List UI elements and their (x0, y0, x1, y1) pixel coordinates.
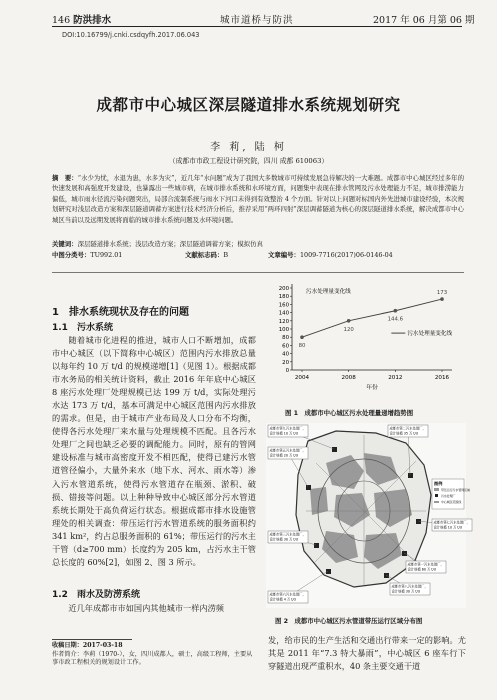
callout-label: 设计规模 20 万 t/d (269, 453, 298, 458)
document-code (185, 250, 228, 259)
y-tick-label: 80 (282, 335, 289, 342)
author-bio: 作者简介：李莉（1970-），女，四川成都人，硕士，高级工程师，主要从事市政工程相关的规划设计工作。 (52, 650, 253, 667)
treatment-plant-icon (332, 447, 337, 452)
legend-swatch-plant (435, 494, 438, 497)
legend-title: 图例 (434, 481, 443, 486)
figure-1-caption: 图 1 成都市中心城区污水处理量递增趋势图 (285, 409, 414, 417)
clc-number (52, 250, 122, 259)
figure-1-chart (268, 280, 464, 398)
x-tick-label: 2016 (434, 375, 450, 381)
callout-label: 成都市第三污水处理厂， (269, 532, 306, 537)
callout-label: 设计规模 4 万 t/d (269, 597, 296, 602)
callout-label: 成都市第八污水处理厂， (391, 584, 428, 589)
figure-2-caption: 图 2 成都市中心城区污水管道带压运行区域分布图 (275, 617, 423, 625)
paragraph-rain: 近几年成都市市如国内其他城市一样内涝频 (68, 603, 224, 613)
abstract-text: “水少为忧，水退为患，水多为灾”，近几年“水问题”成为了我国大多数城市可持续发展急待解决的一大难题。成都市中心城区经过多年的快速发展和高强度开发建设，也暴露出一些城市病，在城市排水系统和水环境方面，问题集中表现在排水管网及污水处理能力不足，城市排涝能力偏低，城市雨水径流污染问题突出，局部合流制系统与雨水下河口未得到有效整治 4 个方面。针对以上问题对标国内外先进城市建设经验，本次规划研究对浅层改造方案和深层隧道调蓄方案进行技术经济分析后，推荐采用“两环四射”深层调蓄隧道为核心的深层隧道排水系统，解决成都市中心城区当前以及远期发展将面临的城市排水系统问题及水环境问题。 (52, 174, 464, 224)
y-tick-label: 120 (278, 318, 289, 325)
legend-swatch-pressurized (434, 488, 439, 491)
abstract (52, 173, 464, 225)
right-column-text: 发，给市民的生产生活和交通出行带来一定的影响。尤其是 2011 年“7.3 特大暴雨”，中心城区 6 座车行下穿隧道出现严重积水，40 条主要交通干道 (268, 635, 466, 672)
section-1-2-heading: 1.2 雨水及防涝系统 (52, 590, 140, 600)
y-tick-label: 160 (278, 302, 289, 309)
data-point (347, 319, 351, 323)
treatment-plant-icon (326, 569, 331, 574)
keywords-label: 关键词： (52, 240, 78, 248)
keywords-text: 深层隧道排水系统；浅层改造方案；深层隧道调蓄方案；模拟仿真 (77, 240, 263, 248)
y-tick-label: 40 (282, 351, 289, 358)
art-label: 文章编号： (268, 251, 300, 259)
footnote-rule (52, 639, 132, 640)
section-1-heading: 1 排水系统现状及存在的问题 (52, 307, 189, 318)
clc-value: TU992.01 (90, 251, 123, 259)
figure-2-map (266, 423, 470, 608)
callout-label: 设计规模 60 万 t/d (407, 567, 436, 572)
x-tick-label: 2008 (341, 375, 356, 381)
abstract-divider (52, 272, 464, 273)
y-tick-label: 200 (278, 286, 289, 292)
doc-value: B (223, 251, 229, 259)
article-number (268, 250, 393, 259)
y-tick-label: 180 (278, 294, 289, 301)
legend-top: 污水处理量变化线 (306, 289, 351, 295)
section-1-1-body (52, 334, 256, 569)
data-point (300, 335, 304, 339)
callout-label: 成都市第一污水处理厂， (407, 562, 444, 567)
treatment-plant-icon (416, 519, 421, 524)
callout-label: 设计规模 10 万 t/d (269, 431, 298, 436)
callout-label: 设计规模 10 万 t/d (433, 525, 462, 530)
data-label: 173 (436, 290, 448, 297)
x-tick-label: 2012 (388, 375, 403, 381)
legend-item-boundary: 中心城区范围线 (441, 500, 462, 504)
header-rule (52, 26, 462, 27)
paper-title: 成都市中心城区深层隧道排水系统规划研究 (96, 96, 401, 114)
callout-label: 成都市第七污水处理厂， (433, 520, 470, 525)
page-number-section (52, 12, 111, 26)
treatment-plant-icon (306, 485, 311, 490)
page-number: 146 (52, 15, 71, 26)
art-value: 1009-7716(2017)06-0146-04 (299, 251, 393, 259)
y-tick-label: 20 (282, 359, 289, 366)
callout-label: 成都市第六污水处理厂， (269, 592, 306, 597)
callout-label: 设计规模 30 万 t/d (269, 537, 298, 542)
x-axis-label: 年份 (366, 385, 378, 391)
journal-name: 城市道桥与防洪 (220, 15, 294, 26)
legend-item-plant: 污水处理厂 (441, 494, 456, 498)
data-label: 80 (298, 343, 306, 350)
data-point (440, 297, 444, 301)
callout-label: 成都市第二污水处理厂， (389, 426, 426, 431)
y-tick-label: 60 (282, 343, 289, 350)
running-section: 防洪排水 (73, 15, 112, 26)
legend-bottom: 污水处理量变化线 (407, 331, 453, 338)
data-label: 144.6 (387, 316, 404, 323)
legend-item-pressurized: 带压运行污水管网区域 (441, 488, 470, 492)
callout-label: 设计规模 35 万 t/d (389, 431, 418, 436)
y-tick-label: 140 (278, 310, 289, 317)
keywords (52, 239, 464, 249)
footnote (52, 642, 256, 668)
paragraph-sewage: 随着城市化进程的推进，城市人口不断增加，成都市中心城区（以下简称中心城区）范围内污水排放总量以每年约 10 万 t/d 的规模递增[1]（见图 1）。根据成都市水务局的相关统计资料，截止 2016 年年底中心城区 8 座污水处理厂处理规模已达 199 万 t/d，实际处理污水达 173 万 t/d，基本可满足中心城区范围内污水排放的需求。但是，由于城市产业布局及人口分布不均衡，使得各污水处理厂来水量与处理规模不匹配。且各污水处理厂之间也缺乏必要的调配能力。同时，原有的管网建设标准与城市高密度开发不相匹配，使得已建污水管道管径偏小，大量外来水（地下水、河水、雨水等）渗入污水管道系统，使得污水管道存在瓶颈、淤积、破损、错接等问题。以上种种导致中心城区部分污水管道系统长期处于高负荷运行状态。根据成都市排水设施管理处的相关调查：带压运行污水管道系统的服务面积约 341 km²，约占总服务面积的 61%；带压运行的污水主干管（d≥700 mm）长度约为 205 km，占污水主干管总长度的 60%[2]，如图 2、图 3 所示。 (52, 335, 256, 567)
section-1-2-body (52, 602, 256, 615)
received-date: 收稿日期：2017-03-18 (52, 642, 123, 649)
data-label: 120 (343, 326, 354, 333)
callout-label: 成都市第九污水处理厂， (269, 426, 306, 431)
doi: DOI:10.16799/j.cnki.csdqyfh.2017.06.043 (62, 31, 200, 39)
y-tick-label: 100 (278, 327, 289, 333)
y-tick-label: 0 (285, 368, 289, 374)
doc-label: 文献标志码： (185, 251, 224, 259)
issue-info: 2017 年 06 月第 06 期 (373, 15, 475, 26)
section-1-1-heading: 1.1 污水系统 (52, 323, 113, 333)
data-point (394, 309, 398, 313)
treatment-plant-icon (408, 473, 413, 478)
clc-label: 中图分类号： (52, 251, 91, 259)
affiliation: （成都市市政工程设计研究院，四川 成都 610063） (168, 157, 329, 165)
callout-label: 设计规模 30 万 t/d (391, 589, 420, 594)
callout-label: 成都市第五污水处理厂， (269, 448, 306, 453)
treatment-plant-icon (314, 543, 319, 548)
abstract-label: 摘 要： (52, 174, 78, 182)
authors: 李 莉, 陆 柯 (210, 142, 287, 153)
x-tick-label: 2004 (294, 375, 310, 381)
